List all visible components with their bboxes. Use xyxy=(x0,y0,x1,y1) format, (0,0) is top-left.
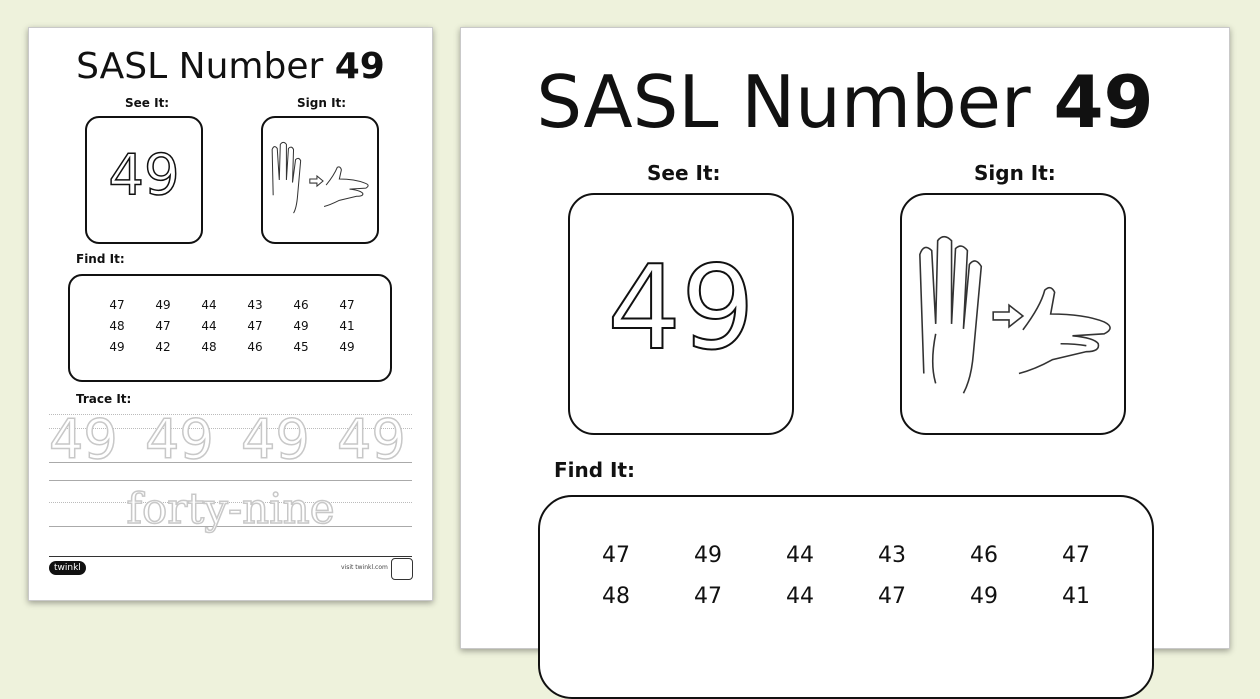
grid-cell[interactable]: 44 xyxy=(201,298,217,312)
grid-cell[interactable]: 44 xyxy=(786,543,814,568)
grid-cell[interactable]: 47 xyxy=(247,319,263,333)
sasl-49-hand-sign-icon xyxy=(902,195,1124,433)
grid-cell[interactable]: 41 xyxy=(339,319,355,333)
see-it-number-large: 49 xyxy=(607,241,755,376)
find-it-box xyxy=(68,274,392,382)
sign-it-label: Sign It: xyxy=(297,96,347,110)
grid-cell[interactable]: 49 xyxy=(293,319,309,333)
grid-cell[interactable]: 47 xyxy=(1062,543,1090,568)
worksheet-preview-large xyxy=(460,27,1230,649)
footer-brand-logo: twinkl xyxy=(49,561,86,575)
page-title-large: SASL Number 49 xyxy=(536,60,1154,144)
grid-cell[interactable]: 46 xyxy=(293,298,309,312)
grid-cell[interactable]: 47 xyxy=(878,584,906,609)
sasl-49-hand-sign-icon xyxy=(263,118,377,242)
trace-it-label: Trace It: xyxy=(76,392,132,406)
sign-it-label-large: Sign It: xyxy=(974,161,1056,185)
grid-cell[interactable]: 47 xyxy=(339,298,355,312)
grid-cell[interactable]: 41 xyxy=(1062,584,1090,609)
find-it-grid-large xyxy=(570,543,1122,609)
see-it-box xyxy=(85,116,203,244)
grid-cell[interactable]: 43 xyxy=(878,543,906,568)
grid-cell[interactable]: 46 xyxy=(247,340,263,354)
grid-cell[interactable]: 49 xyxy=(109,340,125,354)
grid-cell[interactable]: 47 xyxy=(602,543,630,568)
grid-cell[interactable]: 47 xyxy=(109,298,125,312)
find-it-label: Find It: xyxy=(76,252,125,266)
grid-cell[interactable]: 49 xyxy=(339,340,355,354)
trace-number[interactable]: 49 xyxy=(241,408,310,471)
trace-word[interactable]: forty-nine xyxy=(126,484,335,533)
see-it-number: 49 xyxy=(108,143,180,208)
footer-url[interactable]: visit twinkl.com xyxy=(341,564,388,571)
grid-cell[interactable]: 42 xyxy=(155,340,171,354)
sign-it-box xyxy=(261,116,379,244)
footer-badge-icon xyxy=(391,558,413,580)
trace-number[interactable]: 49 xyxy=(145,408,214,471)
grid-cell[interactable]: 43 xyxy=(247,298,263,312)
grid-cell[interactable]: 46 xyxy=(970,543,998,568)
find-it-grid xyxy=(94,298,370,354)
trace-number[interactable]: 49 xyxy=(337,408,406,471)
find-it-box-large xyxy=(538,495,1154,699)
grid-cell[interactable]: 49 xyxy=(970,584,998,609)
grid-cell[interactable]: 44 xyxy=(786,584,814,609)
grid-cell[interactable]: 45 xyxy=(293,340,309,354)
worksheet-preview-small xyxy=(28,27,433,601)
grid-cell[interactable]: 47 xyxy=(694,584,722,609)
footer-divider xyxy=(49,556,412,557)
trace-number[interactable]: 49 xyxy=(49,408,118,471)
find-it-label-large: Find It: xyxy=(554,458,636,482)
grid-cell[interactable]: 48 xyxy=(602,584,630,609)
grid-cell[interactable]: 48 xyxy=(109,319,125,333)
grid-cell[interactable]: 49 xyxy=(155,298,171,312)
grid-cell[interactable]: 47 xyxy=(155,319,171,333)
grid-cell[interactable]: 48 xyxy=(201,340,217,354)
page-title: SASL Number 49 xyxy=(76,46,385,87)
see-it-label: See It: xyxy=(125,96,170,110)
see-it-label-large: See It: xyxy=(647,161,721,185)
see-it-box-large xyxy=(568,193,794,435)
grid-cell[interactable]: 44 xyxy=(201,319,217,333)
grid-cell[interactable]: 49 xyxy=(694,543,722,568)
sign-it-box-large xyxy=(900,193,1126,435)
